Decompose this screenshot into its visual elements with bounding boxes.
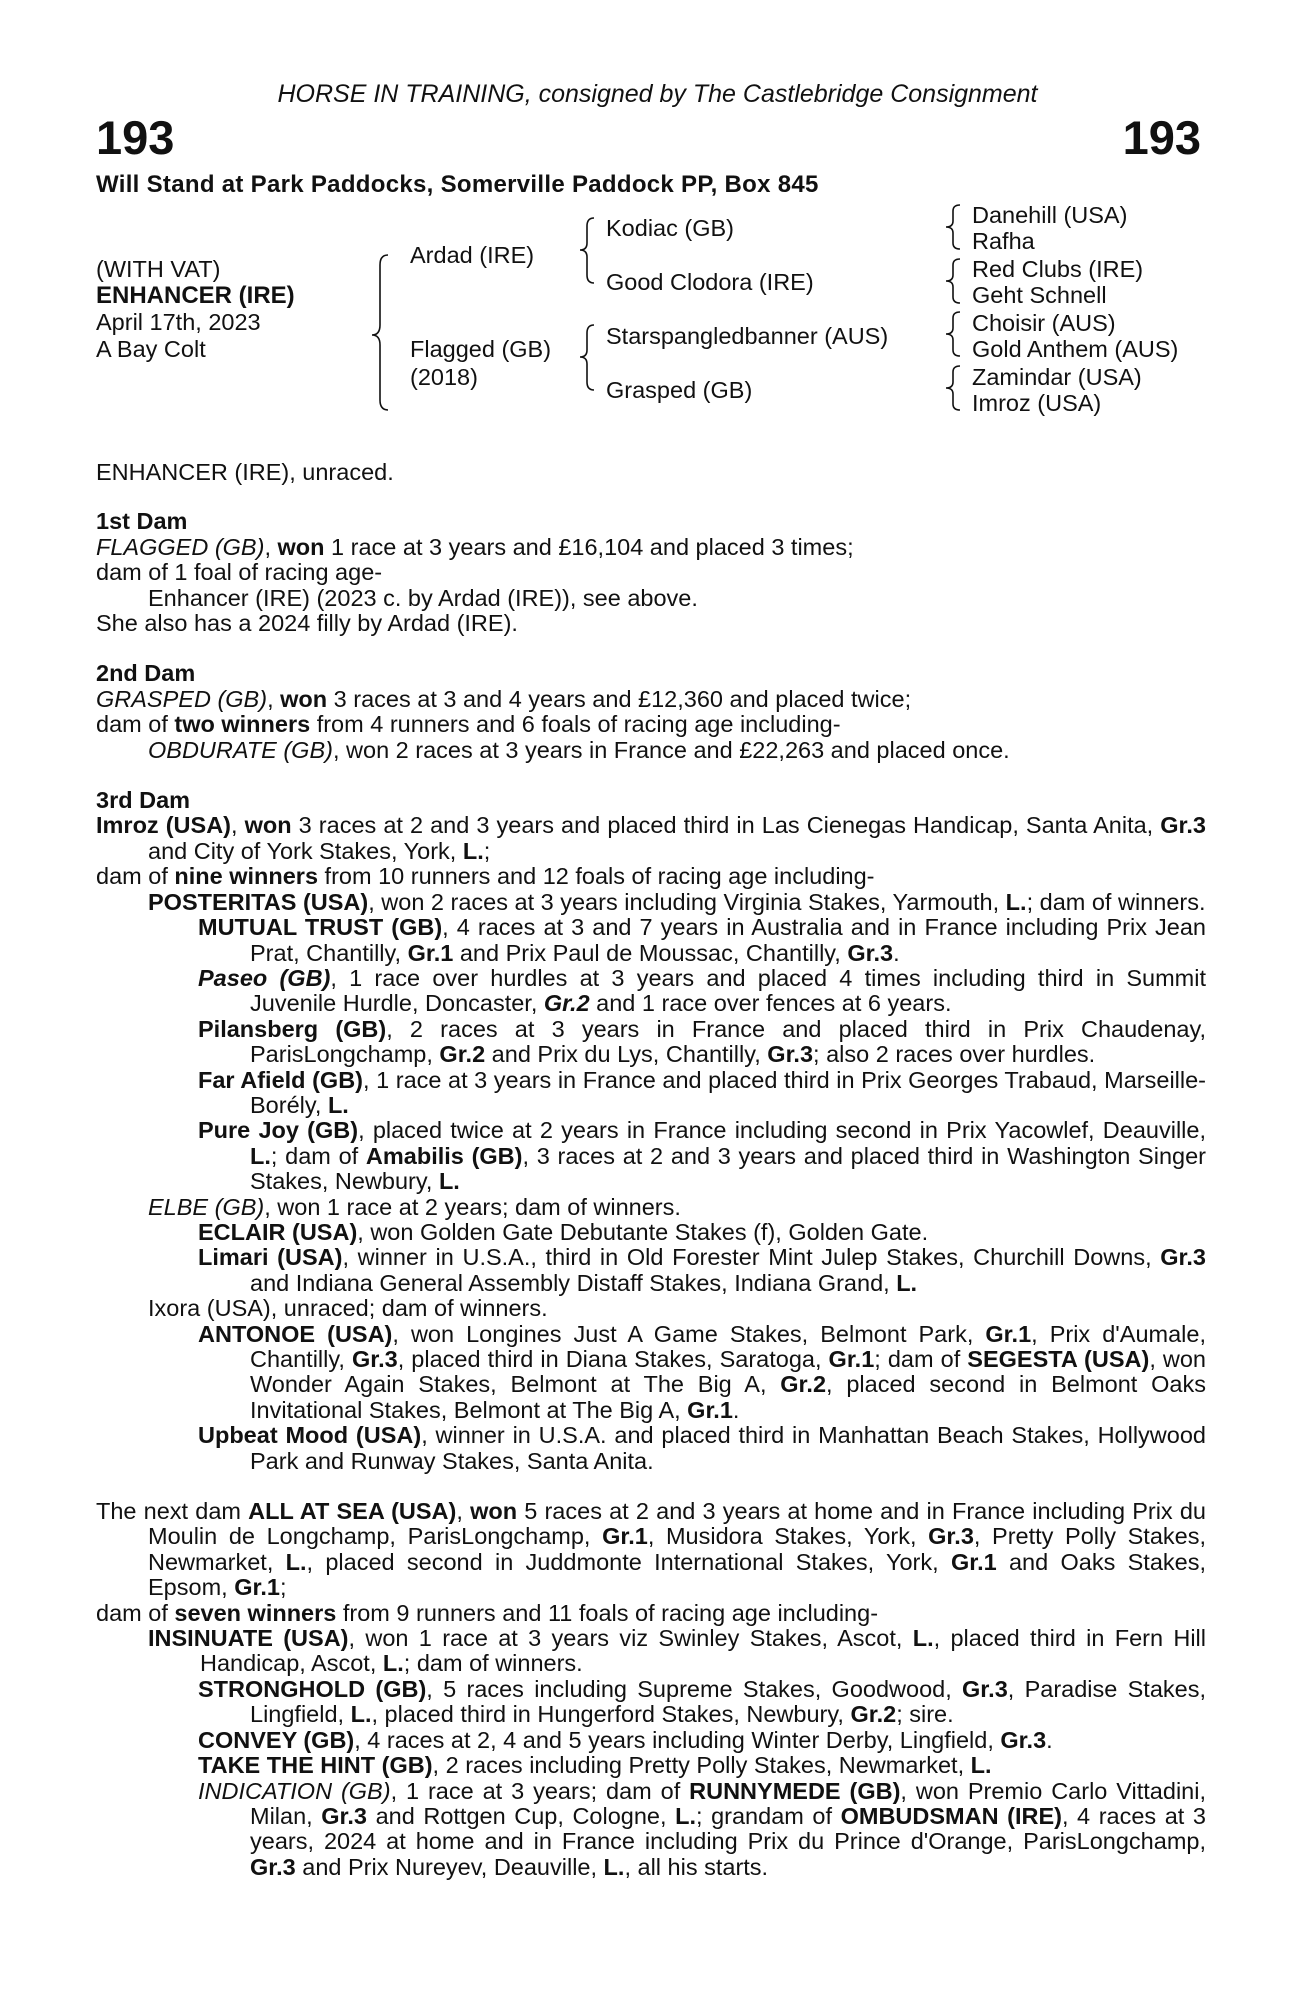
third-dam-produce: dam of nine winners from 10 runners and 12 foals of racing age including- bbox=[96, 863, 875, 890]
brace-good-clodora bbox=[946, 259, 960, 303]
brace-kodiac bbox=[946, 205, 960, 249]
entry-take-the-hint: TAKE THE HINT (GB), 2 races including Pretty Polly Stakes, Newmarket, L. bbox=[198, 1752, 992, 1779]
pedigree-dam-year: (2018) bbox=[410, 364, 478, 390]
entry-pure-joy: Pure Joy (GB), placed twice at 2 years in France including second in Prix Yacowlef, Deauville, L.; dam of Amabilis (GB), 3 races at 2 and 3 years and placed third in Washington Singer Stakes, Newbury, L. bbox=[198, 1117, 1206, 1195]
entry-convey: CONVEY (GB), 4 races at 2, 4 and 5 years including Winter Derby, Lingfield, Gr.3. bbox=[198, 1726, 1053, 1753]
pedigree-dds: Zamindar (USA) bbox=[972, 364, 1142, 390]
horse-description: A Bay Colt bbox=[96, 336, 206, 362]
pedigree-sss: Danehill (USA) bbox=[972, 202, 1128, 228]
pedigree-dam: Flagged (GB) bbox=[410, 336, 552, 362]
pedigree-sdd: Geht Schnell bbox=[972, 282, 1107, 308]
pedigree-ddd: Imroz (USA) bbox=[972, 390, 1102, 416]
pedigree-sds: Red Clubs (IRE) bbox=[972, 256, 1144, 282]
first-dam-note: She also has a 2024 filly by Ardad (IRE). bbox=[96, 610, 518, 637]
entry-mutual-trust: MUTUAL TRUST (GB), 4 races at 3 and 7 years in Australia and in France including Prix Jean Prat, Chantilly, Gr.1 and Prix Paul de Moussac, Chantilly, Gr.3. bbox=[198, 914, 1206, 966]
brace-starspangledbanner bbox=[946, 312, 960, 356]
lot-number-right: 193 bbox=[1122, 111, 1201, 164]
first-dam-produce: dam of 1 foal of racing age- bbox=[96, 559, 383, 586]
pedigree-sire-sire: Kodiac (GB) bbox=[606, 215, 734, 241]
pedigree-sire-dam: Good Clodora (IRE) bbox=[606, 269, 814, 295]
first-dam-heading: 1st Dam bbox=[96, 508, 188, 535]
pedigree-dam-dam: Grasped (GB) bbox=[606, 377, 753, 403]
vat-note: (WITH VAT) bbox=[96, 256, 221, 282]
brace-dam bbox=[580, 325, 594, 390]
foaling-date: April 17th, 2023 bbox=[96, 309, 261, 335]
entry-antonoe: ANTONOE (USA), won Longines Just A Game Stakes, Belmont Park, Gr.1, Prix d'Aumale, Chantilly, Gr.3, placed third in Diana Stakes, Saratoga, Gr.1; dam of SEGESTA (USA), won Wonder Again Stakes, Belmont at The Big A, Gr.2, placed second in Belmont Oaks Invitational Stakes, Belmont at The Big A, Gr.1. bbox=[198, 1320, 1207, 1423]
lot-number-left: 193 bbox=[96, 111, 175, 164]
pedigree-ssd: Rafha bbox=[972, 228, 1035, 254]
brace-sire bbox=[580, 218, 594, 283]
second-dam-record: GRASPED (GB), won 3 races at 3 and 4 years and £12,360 and placed twice; bbox=[96, 685, 912, 712]
entry-pilansberg: Pilansberg (GB), 2 races at 3 years in France and placed third in Prix Chaudenay, ParisLongchamp, Gr.2 and Prix du Lys, Chantilly, Gr.3; also 2 races over hurdles. bbox=[198, 1015, 1206, 1068]
first-dam-record: FLAGGED (GB), won 1 race at 3 years and £16,104 and placed 3 times; bbox=[96, 533, 854, 560]
entry-upbeat-mood: Upbeat Mood (USA), winner in U.S.A. and placed third in Manhattan Beach Stakes, Hollywood Park and Runway Stakes, Santa Anita. bbox=[198, 1422, 1206, 1474]
entry-insinuate: INSINUATE (USA), won 1 race at 3 years viz Swinley Stakes, Ascot, L., placed third in Fern Hill Handicap, Ascot, L.; dam of winners. bbox=[148, 1625, 1206, 1677]
third-dam-heading: 3rd Dam bbox=[96, 787, 191, 814]
second-dam-produce: dam of two winners from 4 runners and 6 foals of racing age including- bbox=[96, 711, 841, 738]
entry-posteritas: POSTERITAS (USA), won 2 races at 3 years including Virginia Stakes, Yarmouth, L.; dam of winners. bbox=[148, 888, 1206, 915]
pedigree-dsd: Gold Anthem (AUS) bbox=[972, 336, 1179, 362]
next-dam-produce: dam of seven winners from 9 runners and 11 foals of racing age including- bbox=[96, 1599, 879, 1626]
entry-indication: INDICATION (GB), 1 race at 3 years; dam of RUNNYMEDE (GB), won Premio Carlo Vittadini, Milan, Gr.3 and Rottgen Cup, Cologne, L.; grandam of OMBUDSMAN (IRE), 4 races at 3 years, 2024 at home and in France including Prix du Prince d'Orange, ParisLongchamp, Gr.3 and Prix Nureyev, Deauville, L., all his starts. bbox=[198, 1777, 1206, 1880]
entry-ixora: Ixora (USA), unraced; dam of winners. bbox=[148, 1295, 548, 1322]
pedigree-sire: Ardad (IRE) bbox=[410, 242, 535, 268]
entry-stronghold: STRONGHOLD (GB), 5 races including Supreme Stakes, Goodwood, Gr.3, Paradise Stakes, Lingfield, L., placed third in Hungerford Stakes, Newbury, Gr.2; sire. bbox=[198, 1675, 1206, 1728]
stand-location: Will Stand at Park Paddocks, Somerville Paddock PP, Box 845 bbox=[96, 171, 819, 198]
brace-generation-1 bbox=[372, 255, 388, 410]
horse-name: ENHANCER (IRE) bbox=[96, 282, 295, 309]
first-dam-foal: Enhancer (IRE) (2023 c. by Ardad (IRE)), see above. bbox=[148, 584, 698, 611]
entry-limari: Limari (USA), winner in U.S.A., third in Old Forester Mint Julep Stakes, Churchill Downs, Gr.3 and Indiana General Assembly Distaff Stakes, Indiana Grand, L. bbox=[198, 1244, 1206, 1296]
unraced-line: ENHANCER (IRE), unraced. bbox=[96, 459, 394, 485]
second-dam-heading: 2nd Dam bbox=[96, 660, 196, 687]
pedigree-dss: Choisir (AUS) bbox=[972, 310, 1116, 336]
entry-far-afield: Far Afield (GB), 1 race at 3 years in France and placed third in Prix Georges Trabaud, Marseille-Borély, L. bbox=[198, 1066, 1207, 1118]
next-dam-record: The next dam ALL AT SEA (USA), won 5 races at 2 and 3 years at home and in France including Prix du Moulin de Longchamp, ParisLongchamp, Gr.1, Musidora Stakes, York, Gr.3, Pretty Polly Stakes, Newmarket, L., placed second in Juddmonte International Stakes, York, Gr.1 and Oaks Stakes, Epsom, Gr.1; bbox=[96, 1498, 1206, 1601]
entry-paseo: Paseo (GB), 1 race over hurdles at 3 years and placed 4 times including third in Summit Juvenile Hurdle, Doncaster, Gr.2 and 1 race over fences at 6 years. bbox=[198, 964, 1207, 1017]
entry-eclair: ECLAIR (USA), won Golden Gate Debutante Stakes (f), Golden Gate. bbox=[198, 1218, 929, 1245]
catalogue-body bbox=[96, 460, 1206, 1880]
third-dam-record: Imroz (USA), won 3 races at 2 and 3 years and placed third in Las Cienegas Handicap, Santa Anita, Gr.3 and City of York Stakes, York, L.; bbox=[96, 812, 1206, 864]
pedigree-dam-sire: Starspangledbanner (AUS) bbox=[606, 323, 889, 349]
entry-elbe: ELBE (GB), won 1 race at 2 years; dam of winners. bbox=[148, 1193, 681, 1220]
second-dam-foal: OBDURATE (GB), won 2 races at 3 years in France and £22,263 and placed once. bbox=[148, 736, 1010, 763]
brace-grasped bbox=[946, 366, 960, 410]
catalogue-subtitle: HORSE IN TRAINING, consigned by The Castlebridge Consignment bbox=[277, 80, 1038, 108]
